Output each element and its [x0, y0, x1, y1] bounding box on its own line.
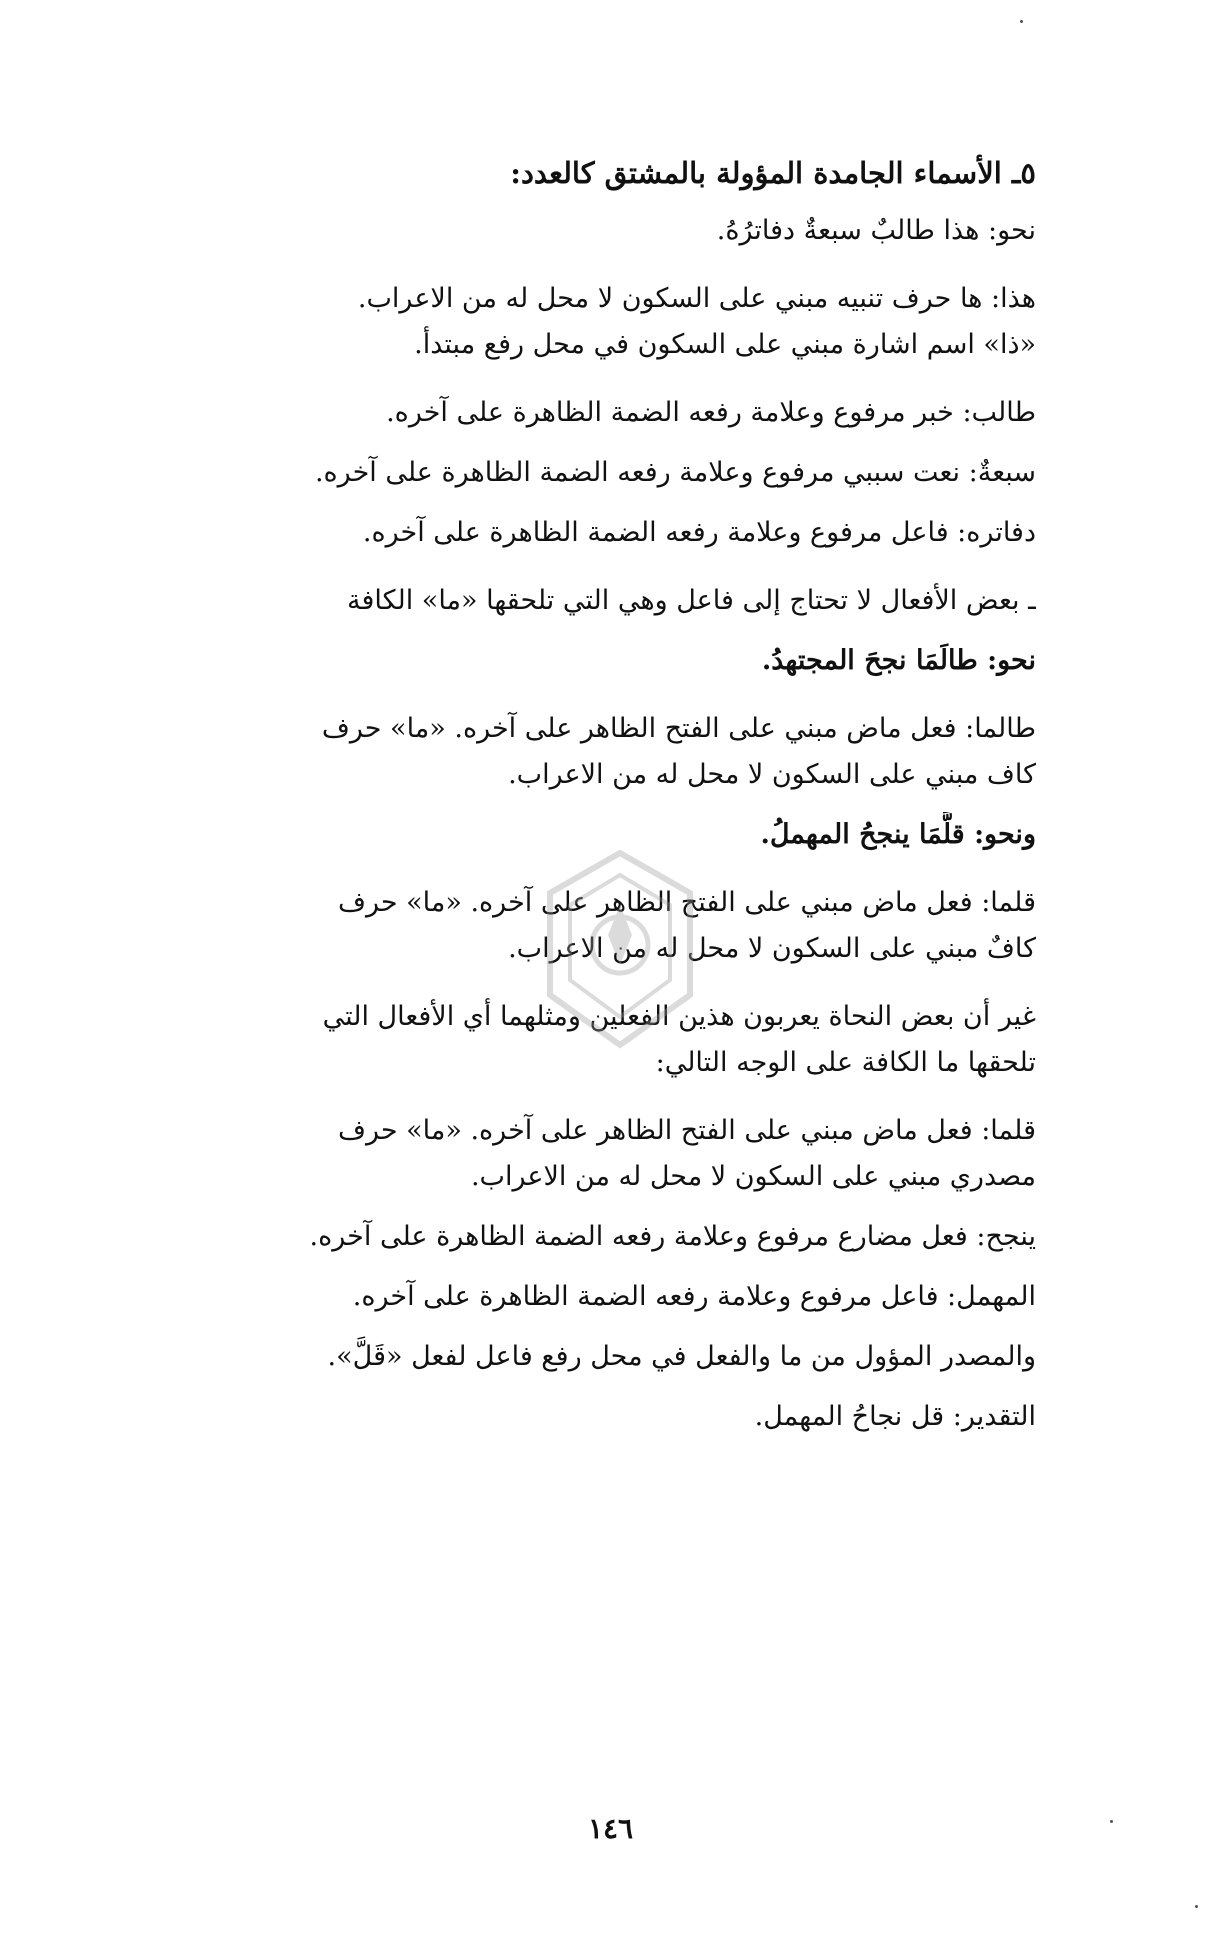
parse-line-qallama-alt-2: مصدري مبني على السكون لا محل له من الاعراب. — [470, 1161, 1036, 1192]
parse-line-talama-1: طالما: فعل ماض مبني على الفتح الظاهر على آخره. «ما» حرف — [321, 713, 1036, 744]
page-number: ١٤٦ — [587, 1812, 634, 1845]
example-line-2: نحو: طالَمَا نجحَ المجتهدُ. — [761, 645, 1036, 676]
section-heading: ٥ـ الأسماء الجامدة المؤولة بالمشتق كالعدد: — [510, 156, 1036, 190]
example-line-3: ونحو: قلَّمَا ينجحُ المهملُ. — [760, 819, 1036, 850]
parse-line-hatha: هذا: ها حرف تنبيه مبني على السكون لا محل له من الاعراب. — [357, 283, 1036, 314]
parse-line-sabatun: سبعةٌ: نعت سببي مرفوع وعلامة رفعه الضمة الظاهرة على آخره. — [314, 457, 1036, 488]
parse-line-talib: طالب: خبر مرفوع وعلامة رفعه الضمة الظاهرة على آخره. — [386, 397, 1036, 428]
rule-line-kaffa: ـ بعض الأفعال لا تحتاج إلى فاعل وهي التي تلحقها «ما» الكافة — [346, 585, 1036, 616]
note-line-1: غير أن بعض النحاة يعربون هذين الفعلين ومثلهما أي الأفعال التي — [322, 1001, 1036, 1032]
parse-line-masdar: والمصدر المؤول من ما والفعل في محل رفع فاعل لفعل «قَلَّ». — [327, 1341, 1036, 1372]
parse-line-tha: «ذا» اسم اشارة مبني على السكون في محل رفع مبتدأ. — [414, 329, 1036, 360]
page-body — [95, 150, 1036, 1440]
scan-speck — [1195, 1905, 1198, 1908]
parse-line-qallama-2: كافٌ مبني على السكون لا محل له من الاعراب. — [508, 933, 1036, 964]
scan-speck — [1020, 20, 1023, 23]
parse-line-yanjahu: ينجح: فعل مضارع مرفوع وعلامة رفعه الضمة الظاهرة على آخره. — [309, 1221, 1036, 1252]
parse-line-dafatiruhu: دفاتره: فاعل مرفوع وعلامة رفعه الضمة الظاهرة على آخره. — [362, 517, 1036, 548]
scan-speck — [1110, 1820, 1113, 1823]
note-line-2: تلحقها ما الكافة على الوجه التالي: — [655, 1047, 1036, 1078]
parse-line-qallama-alt-1: قلما: فعل ماض مبني على الفتح الظاهر على آخره. «ما» حرف — [337, 1115, 1036, 1146]
parse-line-taqdir: التقدير: قل نجاحُ المهمل. — [754, 1401, 1036, 1432]
parse-line-talama-2: كاف مبني على السكون لا محل له من الاعراب. — [508, 759, 1036, 790]
parse-line-muhmal: المهمل: فاعل مرفوع وعلامة رفعه الضمة الظاهرة على آخره. — [352, 1281, 1036, 1312]
parse-line-qallama-1: قلما: فعل ماض مبني على الفتح الظاهر على آخره. «ما» حرف — [337, 887, 1036, 918]
example-line-1: نحو: هذا طالبٌ سبعةٌ دفاترُهُ. — [716, 215, 1036, 246]
